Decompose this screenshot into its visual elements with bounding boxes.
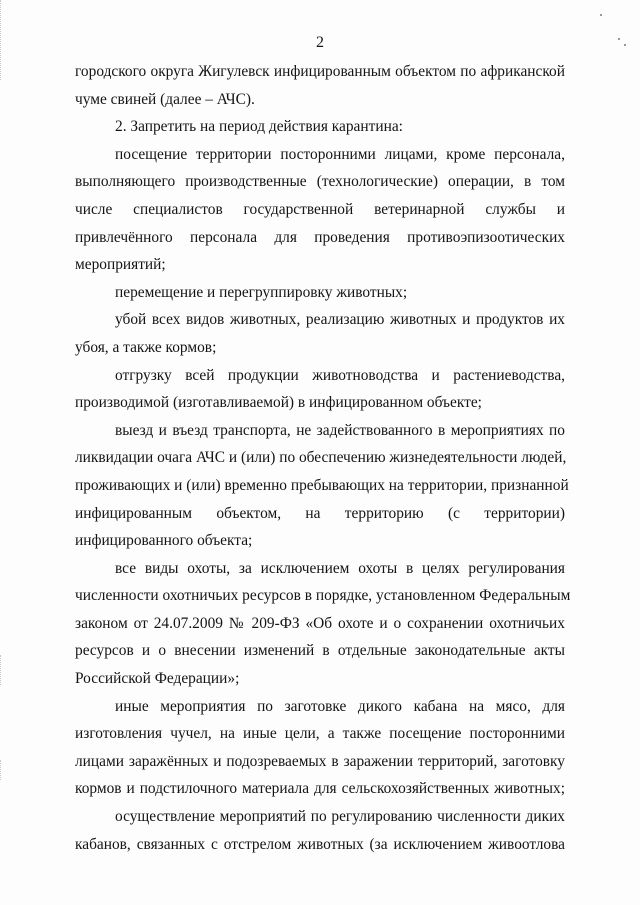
document-body	[75, 58, 571, 858]
text-line: лицами заражённых и подозреваемых в заражении территорий, заготовку	[75, 752, 565, 770]
scan-edge	[0, 760, 3, 780]
text-line: городского округа Жигулевск инфицированным объектом по африканской	[75, 63, 565, 80]
scan-speck	[624, 44, 626, 46]
text-line: привлечённого персонала для проведения противоэпизоотических	[75, 228, 565, 246]
text-line: убоя, а также кормов;	[75, 338, 217, 356]
text-line: численности охотничьих ресурсов в порядке, установленном Федеральным	[75, 587, 571, 605]
text-line: кормов и подстилочного материала для сельскохозяйственных животных;	[75, 780, 565, 798]
text-line: иные мероприятия по заготовке дикого кабана на мясо, для	[115, 697, 565, 715]
text-line: инфицированного объекта;	[75, 532, 253, 550]
text-line: ресурсов и о внесении изменений в отдельные законодательные акты	[75, 642, 565, 660]
text-line: убой всех видов животных, реализацию животных и продуктов их	[115, 311, 565, 329]
text-line: ликвидации очага АЧС и (или) по обеспечению жизнедеятельности людей,	[75, 449, 567, 467]
scan-edge	[0, 0, 3, 80]
text-line: 2. Запретить на период действия карантина:	[115, 118, 403, 136]
text-line: изготовления чучел, на иные цели, а также посещение посторонними	[75, 725, 565, 743]
text-line: выезд и въезд транспорта, не задействованного в мероприятиях по	[115, 421, 565, 439]
scan-edge	[0, 655, 3, 685]
text-line: чуме свиней (далее – АЧС).	[75, 90, 255, 108]
text-line: все виды охоты, за исключением охоты в целях регулирования	[115, 559, 565, 577]
text-line: законом от 24.07.2009 № 209-ФЗ «Об охоте и о сохранении охотничьих	[75, 614, 565, 632]
text-line: выполняющего производственные (технологические) операции, в том	[75, 173, 565, 191]
text-line: инфицированным объектом, на территорию (с территории)	[75, 504, 565, 522]
text-line: отгрузку всей продукции животноводства и растениеводства,	[115, 366, 565, 384]
text-line: проживающих и (или) временно пребывающих на территории, признанной	[75, 476, 569, 494]
text-line: мероприятий;	[75, 256, 166, 274]
scan-speck	[600, 14, 602, 16]
text-line: осуществление мероприятий по регулированию численности диких	[115, 808, 565, 826]
text-line: перемещение и перегруппировку животных;	[115, 283, 408, 301]
text-line: кабанов, связанных с отстрелом животных (за исключением живоотлова	[75, 835, 565, 853]
scan-speck	[618, 38, 620, 40]
text-line: числе специалистов государственной ветеринарной службы и	[75, 200, 565, 218]
text-line: производимой (изготавливаемой) в инфицированном объекте;	[75, 394, 482, 412]
text-line: Российской Федерации»;	[75, 670, 240, 688]
page-number: 2	[316, 34, 324, 51]
text-line: посещение территории посторонними лицами, кроме персонала,	[115, 145, 565, 163]
